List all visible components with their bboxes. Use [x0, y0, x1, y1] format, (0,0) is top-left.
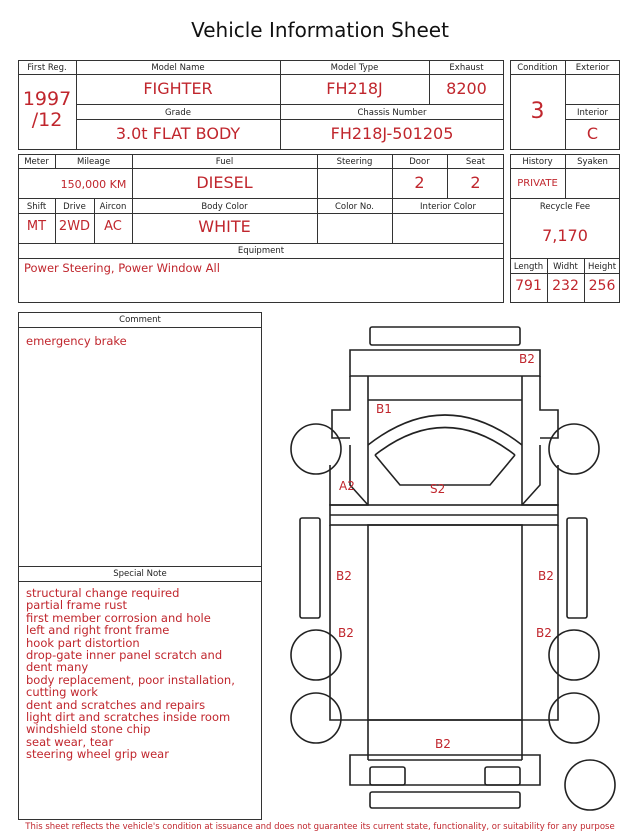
syaken-label: Syaken	[577, 157, 608, 167]
rear-step	[370, 792, 520, 808]
special-note-label: Special Note	[113, 569, 167, 579]
rear-right-wheel-2	[549, 693, 599, 743]
special-note-item: light dirt and scratches inside room	[26, 710, 231, 725]
special-note-item: structural change required	[26, 586, 180, 600]
mark-front-bumper: B2	[519, 352, 535, 366]
right-door	[522, 445, 540, 505]
seat-label: Seat	[465, 157, 486, 167]
equipment-text: Power Steering, Power Window All	[24, 261, 220, 275]
special-note-item: windshield stone chip	[26, 722, 151, 737]
truck-damage-diagram	[280, 318, 630, 818]
first-reg-year: 1997	[22, 88, 72, 110]
meter-label: Meter	[24, 157, 49, 167]
special-note-item: dent many	[26, 660, 89, 675]
special-note-list	[26, 587, 235, 761]
aircon-label: Aircon	[99, 202, 127, 212]
windshield-outer	[368, 415, 522, 445]
bed-floor	[368, 525, 522, 720]
bed-outline	[330, 525, 558, 720]
mark-windshield: B1	[376, 402, 392, 416]
cab-right-front	[540, 376, 558, 438]
model-type-value: FH218J	[326, 79, 383, 98]
front-left-wheel	[291, 424, 341, 474]
comment-label: Comment	[19, 313, 261, 328]
model-type-label: Model Type	[330, 63, 379, 73]
mark-seat: S2	[430, 482, 446, 496]
model-name-label: Model Name	[151, 63, 205, 73]
length-label: Length	[513, 262, 544, 272]
recycle-fee-value: 7,170	[542, 226, 588, 245]
windshield-inner	[375, 428, 515, 456]
fuel-label: Fuel	[215, 157, 234, 167]
mark-left-door: A2	[339, 479, 355, 493]
dash-line	[375, 455, 515, 485]
special-note-item: seat wear, tear	[26, 734, 114, 749]
special-note-item: dent and scratches and repairs	[26, 697, 206, 712]
history-label: History	[522, 157, 553, 167]
special-note-item: partial frame rust	[26, 598, 127, 613]
page-title: Vehicle Information Sheet	[191, 18, 449, 42]
grade-value: 3.0t FLAT BODY	[115, 124, 241, 143]
exhaust-label: Exhaust	[449, 63, 484, 73]
color-no-label: Color No.	[334, 202, 374, 212]
model-name-value: FIGHTER	[143, 79, 213, 98]
width-value: 232	[552, 278, 579, 294]
shift-value: MT	[26, 219, 47, 234]
mileage-value: 150,000 KM	[60, 178, 127, 191]
condition-label: Condition	[517, 63, 558, 73]
left-door	[350, 445, 368, 505]
shift-label: Shift	[26, 202, 47, 212]
interior-label: Interior	[576, 108, 608, 118]
right-side-rail	[567, 518, 587, 618]
recycle-fee-label: Recycle Fee	[539, 202, 591, 212]
special-note-item: body replacement, poor installation,	[26, 672, 235, 687]
drive-value: 2WD	[58, 219, 91, 234]
exhaust-value: 8200	[446, 79, 487, 98]
mileage-label: Mileage	[76, 157, 111, 167]
front-right-wheel	[549, 424, 599, 474]
grade-label: Grade	[165, 108, 191, 118]
chassis-value: FH218J-501205	[330, 124, 454, 143]
special-note-item: hook part distortion	[26, 635, 140, 650]
special-note-item: cutting work	[26, 685, 98, 700]
mark-bed-right-lower: B2	[536, 626, 552, 640]
special-note-item: first member corrosion and hole	[26, 610, 211, 625]
length-value: 791	[515, 278, 542, 294]
mark-bed-rear: B2	[435, 737, 451, 751]
special-note-item: left and right front frame	[26, 623, 170, 638]
height-label: Height	[587, 262, 617, 272]
equipment-label: Equipment	[237, 246, 285, 256]
mark-bed-right-upper: B2	[538, 569, 554, 583]
chassis-label: Chassis Number	[357, 108, 427, 118]
history-value: PRIVATE	[517, 178, 558, 189]
body-color-label: Body Color	[201, 202, 248, 212]
disclaimer-footer: This sheet reflects the vehicle's condition at issuance and does not guarantee its current state, functionality, or suitability for any purpose	[25, 822, 615, 832]
height-value: 256	[588, 278, 616, 294]
cab-left-front	[332, 376, 350, 438]
drive-label: Drive	[63, 202, 86, 212]
rear-lamp-right	[485, 767, 520, 785]
first-reg-label: First Reg.	[27, 63, 67, 73]
width-label: Widht	[553, 262, 578, 272]
special-note-item: steering wheel grip wear	[26, 747, 169, 762]
left-side-rail	[300, 518, 320, 618]
exterior-label: Exterior	[575, 63, 610, 73]
fuel-value: DIESEL	[196, 173, 253, 192]
mark-bed-left-lower: B2	[338, 626, 354, 640]
condition-grade: 3	[530, 99, 545, 124]
mark-bed-left-upper: B2	[336, 569, 352, 583]
rear-left-wheel-2	[291, 693, 341, 743]
front-bumper	[350, 350, 540, 376]
interior-color-label: Interior Color	[420, 202, 476, 212]
first-reg-month: /12	[31, 109, 63, 131]
steering-label: Steering	[336, 157, 373, 167]
seat-value: 2	[470, 173, 481, 192]
front-bumper-top	[370, 327, 520, 345]
body-color-value: WHITE	[198, 217, 251, 236]
comment-text: emergency brake	[26, 334, 127, 348]
door-label: Door	[409, 157, 430, 167]
special-note-item: drop-gate inner panel scratch and	[26, 648, 223, 663]
spare-wheel	[565, 760, 615, 810]
aircon-value: AC	[104, 219, 122, 234]
rear-left-wheel-1	[291, 630, 341, 680]
interior-grade: C	[586, 124, 599, 143]
rear-lamp-left	[370, 767, 405, 785]
rear-right-wheel-1	[549, 630, 599, 680]
door-value: 2	[414, 173, 425, 192]
